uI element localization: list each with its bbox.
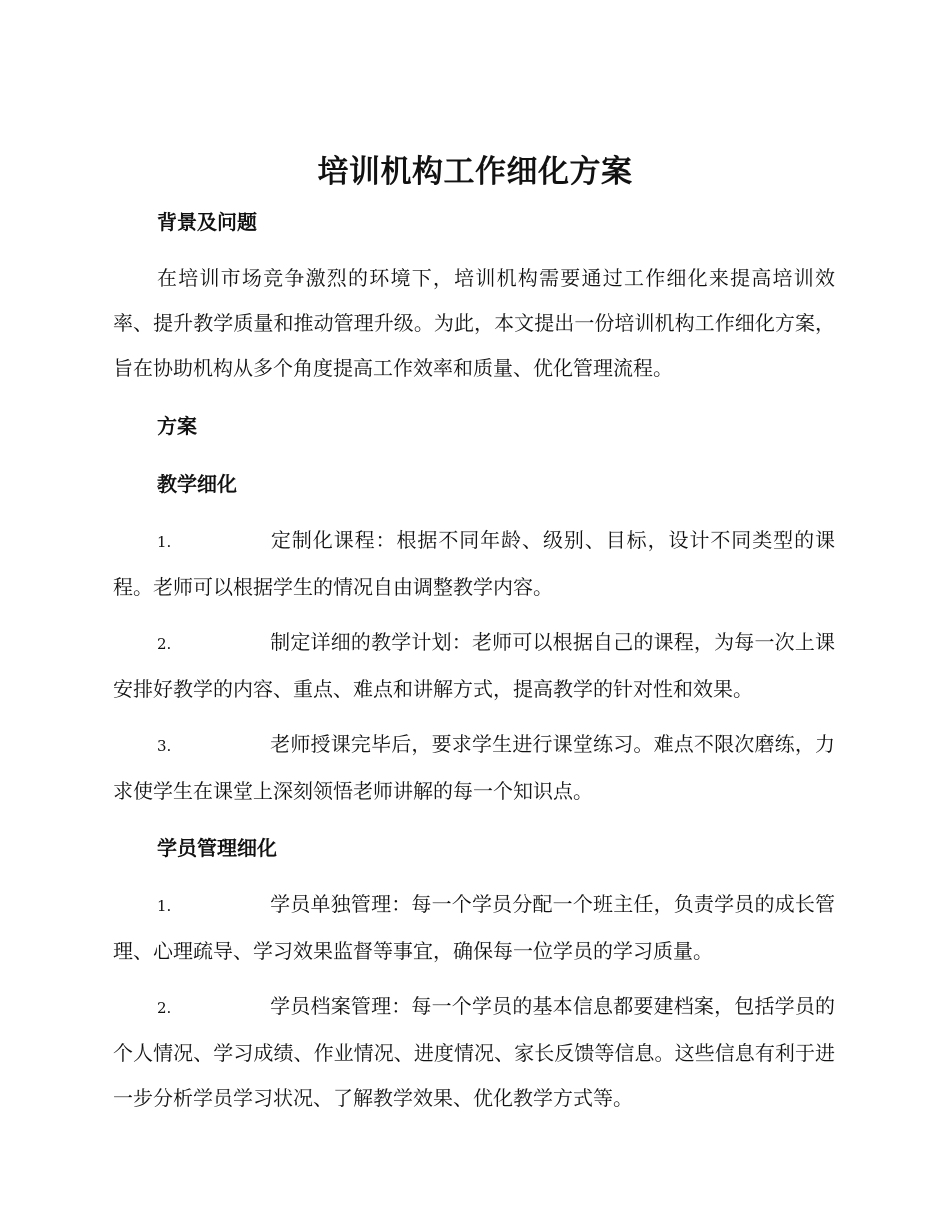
list-item-text: 定制化课程：根据不同年龄、级别、目标，设计不同类型的课程。老师可以根据学生的情况自由调整教学内容。	[113, 528, 835, 599]
student-management-heading: 学员管理细化	[157, 836, 277, 860]
student-item-1	[113, 882, 835, 974]
list-item-text: 学员档案管理：每一个学员的基本信息都要建档案，包括学员的个人情况、学习成绩、作业情况、进度情况、家长反馈等信息。这些信息有利于进一步分析学员学习状况、了解教学效果、优化教学方式等。	[113, 994, 835, 1110]
list-item-text: 老师授课完毕后，要求学生进行课堂练习。难点不限次磨练，力求使学生在课堂上深刻领悟老师讲解的每一个知识点。	[113, 732, 835, 803]
list-number: 1.	[157, 897, 172, 915]
list-number: 2.	[157, 635, 172, 653]
plan-heading: 方案	[157, 414, 197, 438]
student-item-2	[113, 984, 835, 1121]
teaching-item-3	[113, 722, 835, 814]
background-paragraph: 在培训市场竞争激烈的环境下，培训机构需要通过工作细化来提高培训效率、提升教学质量和推动管理升级。为此，本文提出一份培训机构工作细化方案，旨在协助机构从多个角度提高工作效率和质量、优化管理流程。	[113, 266, 835, 380]
teaching-heading: 教学细化	[157, 472, 237, 496]
document-title: 培训机构工作细化方案	[317, 154, 633, 190]
list-item-text: 制定详细的教学计划：老师可以根据自己的课程，为每一次上课安排好教学的内容、重点、难点和讲解方式，提高教学的针对性和效果。	[113, 630, 835, 701]
teaching-item-2	[113, 620, 835, 712]
list-number: 1.	[157, 533, 172, 551]
teaching-item-1	[113, 518, 835, 610]
background-heading: 背景及问题	[157, 210, 257, 234]
list-number: 3.	[157, 737, 172, 755]
list-item-text: 学员单独管理：每一个学员分配一个班主任，负责学员的成长管理、心理疏导、学习效果监督等事宜，确保每一位学员的学习质量。	[113, 892, 835, 963]
list-number: 2.	[157, 999, 172, 1017]
